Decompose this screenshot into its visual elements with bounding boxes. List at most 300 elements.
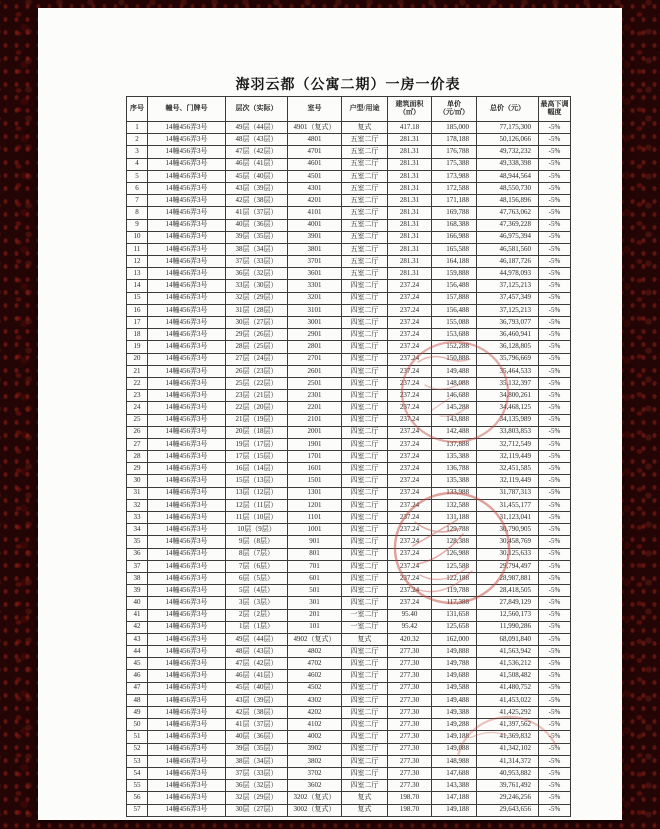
cell-type: 一室二厅 <box>342 609 388 621</box>
cell-type: 四室二厅 <box>342 524 388 536</box>
cell-max-cut: -5% <box>539 207 571 219</box>
cell-type: 四室二厅 <box>342 536 388 548</box>
cell-floor: 40层（36层） <box>226 731 288 743</box>
cell-unit-price: 132,588 <box>432 499 477 511</box>
cell-room: 4801 <box>288 134 342 146</box>
cell-total-price: 36,128,805 <box>477 341 539 353</box>
cell-total-price: 32,712,549 <box>477 438 539 450</box>
cell-type: 五室二厅 <box>342 134 388 146</box>
cell-unit-price: 147,188 <box>432 792 477 804</box>
cell-area: 237.24 <box>388 414 432 426</box>
table-header <box>127 97 571 122</box>
cell-unit-price: 146,688 <box>432 390 477 402</box>
cell-floor: 41层（37层） <box>226 719 288 731</box>
cell-building: 14幢456弄3号 <box>148 231 226 243</box>
table-row <box>127 438 571 450</box>
cell-unit-price: 135,388 <box>432 451 477 463</box>
cell-building: 14幢456弄3号 <box>148 451 226 463</box>
cell-max-cut: -5% <box>539 524 571 536</box>
cell-floor: 46层（41层） <box>226 670 288 682</box>
cell-unit-price: 145,288 <box>432 402 477 414</box>
cell-type: 四室二厅 <box>342 451 388 463</box>
cell-area: 95.42 <box>388 621 432 633</box>
cell-total-price: 36,793,077 <box>477 317 539 329</box>
cell-room: 1101 <box>288 512 342 524</box>
cell-area: 237.24 <box>388 572 432 584</box>
cell-seq: 17 <box>127 317 148 329</box>
cell-room: 3001 <box>288 317 342 329</box>
cell-total-price: 30,458,769 <box>477 536 539 548</box>
cell-building: 14幢456弄3号 <box>148 170 226 182</box>
cell-room: 4302 <box>288 694 342 706</box>
cell-unit-price: 152,288 <box>432 341 477 353</box>
table-row <box>127 804 571 816</box>
cell-unit-price: 148,988 <box>432 755 477 767</box>
cell-building: 14幢456弄3号 <box>148 499 226 511</box>
cell-area: 237.24 <box>388 451 432 463</box>
cell-unit-price: 147,688 <box>432 767 477 779</box>
cell-max-cut: -5% <box>539 243 571 255</box>
cell-room: 4102 <box>288 719 342 731</box>
cell-floor: 32层（29层） <box>226 792 288 804</box>
cell-seq: 7 <box>127 195 148 207</box>
cell-max-cut: -5% <box>539 499 571 511</box>
document-paper <box>38 8 622 820</box>
cell-area: 237.24 <box>388 524 432 536</box>
cell-max-cut: -5% <box>539 572 571 584</box>
cell-seq: 18 <box>127 329 148 341</box>
cell-max-cut: -5% <box>539 670 571 682</box>
cell-unit-price: 185,000 <box>432 122 477 134</box>
cell-type: 五室二厅 <box>342 170 388 182</box>
cell-max-cut: -5% <box>539 560 571 572</box>
cell-total-price: 41,453,022 <box>477 694 539 706</box>
cell-total-price: 29,794,497 <box>477 560 539 572</box>
cell-unit-price: 122,188 <box>432 572 477 584</box>
cell-area: 277.30 <box>388 682 432 694</box>
cell-room: 1901 <box>288 438 342 450</box>
cell-total-price: 41,563,942 <box>477 646 539 658</box>
cell-area: 277.30 <box>388 743 432 755</box>
cell-total-price: 36,460,941 <box>477 329 539 341</box>
cell-unit-price: 125,588 <box>432 560 477 572</box>
cell-floor: 10层（9层） <box>226 524 288 536</box>
cell-area: 237.24 <box>388 390 432 402</box>
cell-seq: 8 <box>127 207 148 219</box>
table-row <box>127 426 571 438</box>
cell-floor: 17层（15层） <box>226 451 288 463</box>
table-row <box>127 134 571 146</box>
cell-floor: 21层（19层） <box>226 414 288 426</box>
table-body <box>127 122 571 817</box>
cell-seq: 23 <box>127 390 148 402</box>
cell-room: 901 <box>288 536 342 548</box>
cell-area: 281.31 <box>388 268 432 280</box>
cell-type: 四室二厅 <box>342 280 388 292</box>
cell-type: 四室二厅 <box>342 707 388 719</box>
cell-floor: 43层（39层） <box>226 694 288 706</box>
cell-max-cut: -5% <box>539 292 571 304</box>
cell-area: 277.30 <box>388 731 432 743</box>
cell-floor: 45层（40层） <box>226 682 288 694</box>
cell-room: 3201 <box>288 292 342 304</box>
table-row <box>127 268 571 280</box>
cell-unit-price: 149,188 <box>432 804 477 816</box>
cell-area: 95.40 <box>388 609 432 621</box>
table-row <box>127 390 571 402</box>
cell-area: 281.31 <box>388 243 432 255</box>
cell-seq: 42 <box>127 621 148 633</box>
cell-type: 四室二厅 <box>342 353 388 365</box>
cell-max-cut: -5% <box>539 792 571 804</box>
cell-max-cut: -5% <box>539 231 571 243</box>
cell-total-price: 48,944,564 <box>477 170 539 182</box>
cell-area: 420.32 <box>388 633 432 645</box>
cell-floor: 5层（4层） <box>226 585 288 597</box>
table-row <box>127 341 571 353</box>
cell-area: 277.30 <box>388 658 432 670</box>
cell-building: 14幢456弄3号 <box>148 243 226 255</box>
header-total-price: 总价（元） <box>477 97 539 122</box>
cell-floor: 43层（39层） <box>226 182 288 194</box>
cell-max-cut: -5% <box>539 414 571 426</box>
cell-floor: 25层（22层） <box>226 377 288 389</box>
cell-seq: 55 <box>127 780 148 792</box>
cell-unit-price: 165,588 <box>432 243 477 255</box>
cell-type: 四室二厅 <box>342 377 388 389</box>
cell-room: 2601 <box>288 365 342 377</box>
cell-type: 四室二厅 <box>342 572 388 584</box>
cell-unit-price: 164,188 <box>432 256 477 268</box>
cell-floor: 26层（23层） <box>226 365 288 377</box>
cell-unit-price: 136,788 <box>432 463 477 475</box>
cell-building: 14幢456弄3号 <box>148 134 226 146</box>
cell-building: 14幢456弄3号 <box>148 609 226 621</box>
cell-unit-price: 142,488 <box>432 426 477 438</box>
cell-total-price: 37,457,349 <box>477 292 539 304</box>
cell-area: 237.24 <box>388 353 432 365</box>
cell-total-price: 41,536,212 <box>477 658 539 670</box>
cell-max-cut: -5% <box>539 280 571 292</box>
cell-type: 四室二厅 <box>342 694 388 706</box>
cell-max-cut: -5% <box>539 365 571 377</box>
table-row <box>127 548 571 560</box>
cell-building: 14幢456弄3号 <box>148 621 226 633</box>
cell-seq: 12 <box>127 256 148 268</box>
table-row <box>127 280 571 292</box>
cell-total-price: 50,126,066 <box>477 134 539 146</box>
cell-unit-price: 129,788 <box>432 524 477 536</box>
cell-max-cut: -5% <box>539 694 571 706</box>
cell-floor: 49层（44层） <box>226 122 288 134</box>
cell-seq: 22 <box>127 377 148 389</box>
cell-area: 198.70 <box>388 792 432 804</box>
cell-max-cut: -5% <box>539 767 571 779</box>
cell-type: 四室二厅 <box>342 341 388 353</box>
cell-unit-price: 149,888 <box>432 646 477 658</box>
cell-building: 14幢456弄3号 <box>148 146 226 158</box>
cell-max-cut: -5% <box>539 402 571 414</box>
cell-building: 14幢456弄3号 <box>148 365 226 377</box>
price-table <box>126 96 571 817</box>
table-row <box>127 353 571 365</box>
cell-seq: 50 <box>127 719 148 731</box>
cell-max-cut: -5% <box>539 390 571 402</box>
cell-floor: 33层（30层） <box>226 280 288 292</box>
cell-building: 14幢456弄3号 <box>148 694 226 706</box>
cell-room: 3802 <box>288 755 342 767</box>
header-area: 建筑面积 （㎡） <box>388 97 432 122</box>
cell-building: 14幢456弄3号 <box>148 585 226 597</box>
cell-floor: 47层（42层） <box>226 658 288 670</box>
cell-seq: 35 <box>127 536 148 548</box>
cell-floor: 41层（37层） <box>226 207 288 219</box>
cell-max-cut: -5% <box>539 463 571 475</box>
cell-total-price: 41,480,752 <box>477 682 539 694</box>
cell-total-price: 47,763,062 <box>477 207 539 219</box>
cell-building: 14幢456弄3号 <box>148 719 226 731</box>
table-row <box>127 219 571 231</box>
cell-area: 237.24 <box>388 317 432 329</box>
cell-max-cut: -5% <box>539 134 571 146</box>
cell-unit-price: 119,788 <box>432 585 477 597</box>
cell-type: 四室二厅 <box>342 719 388 731</box>
cell-seq: 25 <box>127 414 148 426</box>
cell-unit-price: 149,488 <box>432 365 477 377</box>
cell-room: 4902（复式） <box>288 633 342 645</box>
cell-seq: 43 <box>127 633 148 645</box>
cell-building: 14幢456弄3号 <box>148 207 226 219</box>
cell-seq: 6 <box>127 182 148 194</box>
cell-max-cut: -5% <box>539 536 571 548</box>
cell-type: 五室二厅 <box>342 195 388 207</box>
cell-building: 14幢456弄3号 <box>148 158 226 170</box>
cell-seq: 3 <box>127 146 148 158</box>
cell-area: 281.31 <box>388 158 432 170</box>
cell-floor: 47层（42层） <box>226 146 288 158</box>
cell-unit-price: 149,688 <box>432 670 477 682</box>
cell-unit-price: 149,788 <box>432 658 477 670</box>
cell-room: 3601 <box>288 268 342 280</box>
cell-floor: 39层（35层） <box>226 231 288 243</box>
cell-building: 14幢456弄3号 <box>148 767 226 779</box>
cell-max-cut: -5% <box>539 329 571 341</box>
cell-building: 14幢456弄3号 <box>148 390 226 402</box>
cell-max-cut: -5% <box>539 719 571 731</box>
cell-area: 237.24 <box>388 365 432 377</box>
cell-floor: 19层（17层） <box>226 438 288 450</box>
cell-building: 14幢456弄3号 <box>148 646 226 658</box>
table-row <box>127 158 571 170</box>
cell-building: 14幢456弄3号 <box>148 658 226 670</box>
cell-building: 14幢456弄3号 <box>148 426 226 438</box>
cell-type: 四室二厅 <box>342 597 388 609</box>
table-row <box>127 463 571 475</box>
cell-type: 四室二厅 <box>342 463 388 475</box>
cell-area: 277.30 <box>388 670 432 682</box>
cell-max-cut: -5% <box>539 755 571 767</box>
cell-seq: 36 <box>127 548 148 560</box>
cell-room: 3602 <box>288 780 342 792</box>
cell-building: 14幢456弄3号 <box>148 682 226 694</box>
cell-unit-price: 162,000 <box>432 633 477 645</box>
cell-area: 417.18 <box>388 122 432 134</box>
table-row <box>127 633 571 645</box>
cell-max-cut: -5% <box>539 182 571 194</box>
table-row <box>127 195 571 207</box>
cell-building: 14幢456弄3号 <box>148 792 226 804</box>
cell-floor: 36层（32层） <box>226 780 288 792</box>
cell-floor: 46层（41层） <box>226 158 288 170</box>
cell-total-price: 34,800,261 <box>477 390 539 402</box>
cell-room: 4002 <box>288 731 342 743</box>
table-row <box>127 658 571 670</box>
cell-area: 237.24 <box>388 280 432 292</box>
cell-building: 14幢456弄3号 <box>148 633 226 645</box>
table-row <box>127 670 571 682</box>
cell-room: 3202（复式） <box>288 792 342 804</box>
cell-seq: 19 <box>127 341 148 353</box>
cell-seq: 2 <box>127 134 148 146</box>
cell-unit-price: 131,658 <box>432 609 477 621</box>
cell-max-cut: -5% <box>539 487 571 499</box>
cell-floor: 22层（20层） <box>226 402 288 414</box>
cell-total-price: 32,119,449 <box>477 475 539 487</box>
cell-floor: 39层（35层） <box>226 743 288 755</box>
cell-max-cut: -5% <box>539 609 571 621</box>
cell-unit-price: 168,388 <box>432 219 477 231</box>
cell-room: 2901 <box>288 329 342 341</box>
cell-building: 14幢456弄3号 <box>148 414 226 426</box>
cell-area: 237.24 <box>388 560 432 572</box>
table-row <box>127 451 571 463</box>
cell-total-price: 48,156,896 <box>477 195 539 207</box>
cell-room: 201 <box>288 609 342 621</box>
cell-max-cut: -5% <box>539 219 571 231</box>
cell-type: 五室二厅 <box>342 243 388 255</box>
cell-type: 五室二厅 <box>342 268 388 280</box>
cell-max-cut: -5% <box>539 731 571 743</box>
cell-seq: 11 <box>127 243 148 255</box>
cell-floor: 23层（21层） <box>226 390 288 402</box>
cell-type: 四室二厅 <box>342 292 388 304</box>
cell-building: 14幢456弄3号 <box>148 122 226 134</box>
cell-max-cut: -5% <box>539 195 571 207</box>
cell-building: 14幢456弄3号 <box>148 560 226 572</box>
cell-max-cut: -5% <box>539 438 571 450</box>
cell-max-cut: -5% <box>539 122 571 134</box>
cell-total-price: 29,643,656 <box>477 804 539 816</box>
cell-room: 2501 <box>288 377 342 389</box>
cell-room: 701 <box>288 560 342 572</box>
cell-total-price: 44,978,093 <box>477 268 539 280</box>
cell-unit-price: 150,888 <box>432 353 477 365</box>
table-row <box>127 792 571 804</box>
cell-total-price: 27,849,129 <box>477 597 539 609</box>
cell-seq: 57 <box>127 804 148 816</box>
table-row <box>127 146 571 158</box>
cell-total-price: 29,246,256 <box>477 792 539 804</box>
document-title: 海羽云都（公寓二期）一房一价表 <box>235 78 461 93</box>
cell-area: 237.24 <box>388 475 432 487</box>
cell-room: 2701 <box>288 353 342 365</box>
cell-floor: 37层（33层） <box>226 256 288 268</box>
cell-area: 281.31 <box>388 219 432 231</box>
cell-seq: 45 <box>127 658 148 670</box>
cell-area: 277.30 <box>388 707 432 719</box>
cell-room: 4702 <box>288 658 342 670</box>
cell-building: 14幢456弄3号 <box>148 487 226 499</box>
cell-seq: 37 <box>127 560 148 572</box>
cell-total-price: 46,975,394 <box>477 231 539 243</box>
cell-building: 14幢456弄3号 <box>148 438 226 450</box>
cell-unit-price: 149,288 <box>432 719 477 731</box>
table-row <box>127 707 571 719</box>
cell-room: 4601 <box>288 158 342 170</box>
header-type: 户型/用途 <box>342 97 388 122</box>
cell-seq: 20 <box>127 353 148 365</box>
cell-total-price: 31,787,313 <box>477 487 539 499</box>
cell-total-price: 35,464,533 <box>477 365 539 377</box>
cell-type: 五室二厅 <box>342 146 388 158</box>
cell-room: 4001 <box>288 219 342 231</box>
cell-area: 237.24 <box>388 377 432 389</box>
table-row <box>127 231 571 243</box>
cell-max-cut: -5% <box>539 256 571 268</box>
cell-type: 五室二厅 <box>342 256 388 268</box>
cell-unit-price: 149,188 <box>432 731 477 743</box>
cell-max-cut: -5% <box>539 597 571 609</box>
cell-room: 4701 <box>288 146 342 158</box>
cell-floor: 8层（7层） <box>226 548 288 560</box>
cell-room: 4101 <box>288 207 342 219</box>
cell-type: 四室二厅 <box>342 743 388 755</box>
cell-floor: 6层（5层） <box>226 572 288 584</box>
cell-seq: 33 <box>127 512 148 524</box>
table-row <box>127 256 571 268</box>
cell-seq: 52 <box>127 743 148 755</box>
cell-floor: 38层（34层） <box>226 243 288 255</box>
cell-seq: 49 <box>127 707 148 719</box>
cell-seq: 10 <box>127 231 148 243</box>
cell-room: 1701 <box>288 451 342 463</box>
cell-max-cut: -5% <box>539 170 571 182</box>
cell-total-price: 48,550,730 <box>477 182 539 194</box>
cell-total-price: 41,314,372 <box>477 755 539 767</box>
cell-room: 4201 <box>288 195 342 207</box>
cell-max-cut: -5% <box>539 512 571 524</box>
cell-unit-price: 156,488 <box>432 280 477 292</box>
cell-max-cut: -5% <box>539 146 571 158</box>
cell-total-price: 30,125,633 <box>477 548 539 560</box>
cell-total-price: 41,425,292 <box>477 707 539 719</box>
cell-room: 3002（复式） <box>288 804 342 816</box>
cell-room: 101 <box>288 621 342 633</box>
cell-unit-price: 159,888 <box>432 268 477 280</box>
table-row <box>127 122 571 134</box>
cell-building: 14幢456弄3号 <box>148 780 226 792</box>
cell-room: 2301 <box>288 390 342 402</box>
cell-building: 14幢456弄3号 <box>148 219 226 231</box>
cell-type: 四室二厅 <box>342 317 388 329</box>
table-row <box>127 780 571 792</box>
cell-area: 237.24 <box>388 597 432 609</box>
table-row <box>127 731 571 743</box>
table-row <box>127 597 571 609</box>
cell-total-price: 37,125,213 <box>477 304 539 316</box>
cell-room: 3801 <box>288 243 342 255</box>
cell-floor: 28层（25层） <box>226 341 288 353</box>
